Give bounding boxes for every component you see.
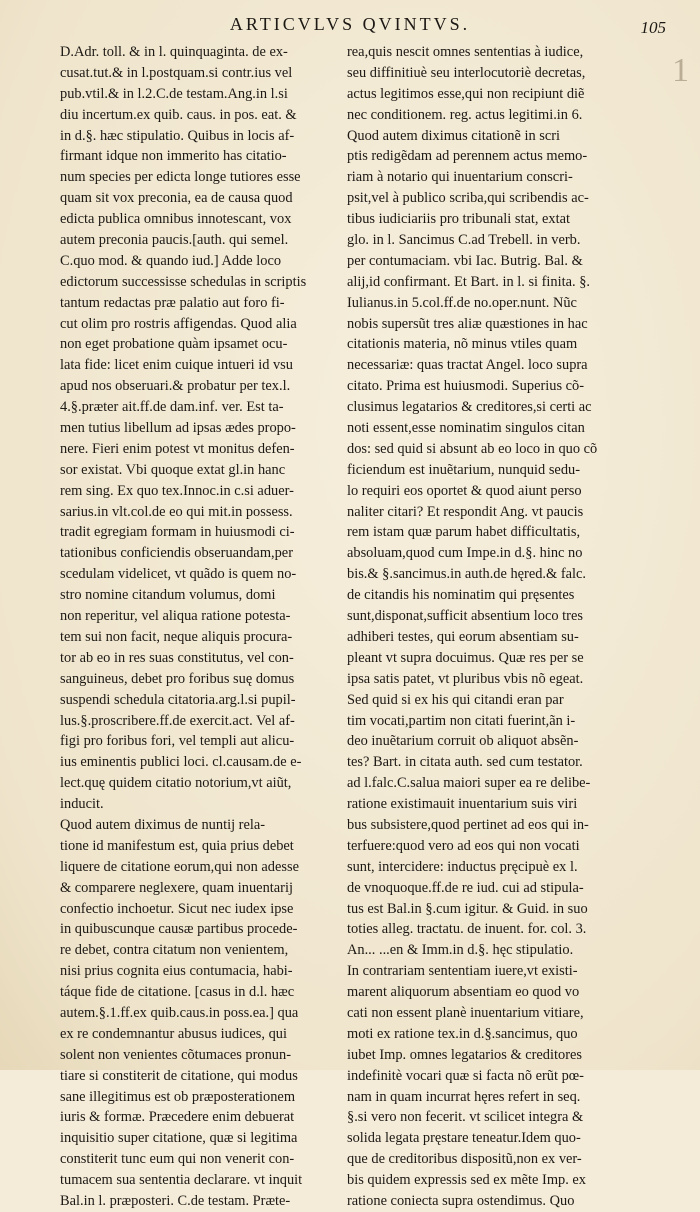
text-line: glo. in l. Sancimus C.ad Trebell. in verb. [347,232,581,249]
text-line: absoluam,quod cum Impe.in d.§. hinc no [347,545,583,562]
text-line: Quod autem diximus citationẽ in scri [347,127,561,144]
text-line: diu incertum.ex quib. caus. in pos. eat. & [60,106,297,123]
text-line: ratione coniecta supra ostendimus. Quo [347,1192,575,1209]
text-line: iubet Imp. omnes legatarios & creditores [347,1046,582,1063]
text-line: bis quidem expressis sed ex mẽte Imp. ex [347,1172,586,1189]
text-line: sane illegitimus est ob præposterationem [60,1088,296,1105]
text-line: adhiberi testes, qui eorum absentiam su- [347,628,579,645]
text-line: tibus iudiciariis pro tribunali stat, extat [347,211,571,228]
text-line: ratione existimauit inuentarium suis viri [347,796,578,813]
text-line: terfuere:quod vero ad eos qui non vocati [347,837,580,854]
text-line: inquisitio super citatione, quæ si legitima [60,1130,298,1147]
text-line: solent non venientes cõtumaces pronun- [60,1046,291,1063]
text-line: per contumaciam. vbi Iac. Butrig. Bal. & [347,252,583,269]
text-line: sunt,disponat,sufficit absentium loco tres [347,608,583,625]
text-line: moti ex ratione tex.in d.§.sancimus, quo [347,1025,578,1042]
text-line: lus.§.proscribere.ff.de exercit.act. Vel af- [60,712,295,729]
text-line: de vnoquoque.ff.de re iud. cui ad stipula- [347,879,584,896]
text-line: 4.§.præter ait.ff.de dam.inf. ver. Est ta- [60,399,284,416]
page-number: 105 [640,18,666,37]
show-through-mark: 1 [672,52,689,89]
text-line: firmant idque non immerito has citatio- [60,148,287,165]
text-line: marent aliquorum absentiam eo quod vo [347,984,580,1001]
text-line: riam à notario qui inuentarium conscri- [347,169,573,186]
text-line: seu diffinitiuè seu interlocutoriè decretas, [347,64,586,81]
text-line: men tutius libellum ad ipsas ædes propo- [60,420,296,437]
text-line: Quod autem diximus de nuntij rela- [60,816,266,833]
text-line: pub.vtil.& in l.2.C.de testam.Ang.in l.si [60,85,288,102]
text-line: tim vocati,partim non citati fuerint,ãn i- [347,712,576,729]
left-text-column [60,42,352,1212]
text-line: lect.quę quidem citatio notorium,vt aiũt, [60,775,292,792]
text-line: cusat.tut.& in l.postquam.si contr.ius vel [60,64,293,81]
text-line: autem preconia paucis.[auth. qui semel. [60,232,289,249]
text-line: tus est Bal.in §.cum igitur. & Guid. in suo [347,900,588,917]
text-line: non eget probatione quàm ipsamet ocu- [60,336,288,353]
text-line: nisi prius cognita eius contumacia, habi- [60,963,293,980]
text-line: bus subsistere,quod pertinet ad eos qui in- [347,816,589,833]
text-line: psit,vel à publico scriba,qui scribendis ac- [347,190,589,207]
text-line: rem sing. Ex quo tex.Innoc.in c.si aduer- [60,482,294,499]
text-line: D.Adr. toll. & in l. quinquaginta. de ex- [60,44,288,60]
text-line: non reperitur, vel aliqua ratione potesta- [60,608,291,625]
text-line: noti essent,esse nominatim singulos citan [347,420,585,437]
text-line: In contrariam sententiam iuere,vt existi- [347,963,578,980]
text-line: constiterit tunc eum qui non venerit con- [60,1151,295,1168]
text-line: tione id manifestum est, quia prius debet [60,837,294,854]
text-line: C.quo mod. & quando iud.] Adde loco [60,252,282,269]
text-line: Bal.in l. præposteri. C.de testam. Præte- [60,1192,291,1209]
text-line: edicta publica omnibus innotescant, vox [60,211,292,228]
text-line: alij,id confirmant. Et Bart. in l. si finita. §. [347,273,590,290]
text-line: necessariæ: quas tractat Angel. loco supra [347,357,588,374]
text-line: nere. Fieri enim potest vt monitus defen- [60,440,295,457]
right-text-column [347,42,639,1212]
text-line: solida legata pręstare teneatur.Idem quo- [347,1130,581,1147]
text-line: rem istam quæ parum habet difficultatis, [347,524,581,541]
text-line: figi pro foribus fori, vel templi aut alicu- [60,733,295,750]
text-line: sor existat. Vbi quoque extat gl.in hanc [60,461,286,478]
text-line: lata fide: licet enim cuique intueri id vsu [60,357,293,374]
text-line: tes? Bart. in citata auth. sed cum testator. [347,754,583,771]
text-line: iuris & formæ. Præcedere enim debuerat [60,1109,295,1126]
text-line: ius eminentis publici loci. cl.causam.de e- [60,754,302,771]
text-line: tationibus conficiendis obseruandam,per [60,545,293,562]
text-line: An... ...en & Imm.in d.§. hęc stipulatio. [347,942,574,959]
text-line: tor ab eo in res suas constitutus, vel con- [60,649,294,666]
text-line: clusimus legatarios & creditores,si certi ac [347,399,592,416]
text-line: num species per edicta longe tutiores esse [60,169,301,186]
text-line: ipsa satis patet, vt pluribus vbis nõ egeat. [347,670,584,687]
text-line: scedulam videlicet, vt quãdo is quem no- [60,566,297,583]
text-line: nam in quam incurrat hęres refert in seq. [347,1088,581,1105]
text-line: tradit egregiam formam in huiusmodi ci- [60,524,295,541]
text-line: citato. Prima est huiusmodi. Superius cõ- [347,378,585,395]
text-line: §.si vero non fecerit. vt scilicet integra & [347,1109,584,1126]
text-line: sunt, intercidere: inductus pręcipuè ex l. [347,858,578,875]
text-line: sarius.in vlt.col.de eo qui mit.in possess. [60,503,293,520]
text-line: lo requiri eos oportet & quod aiunt perso [347,482,582,499]
text-line: toties alleg. tractatu. de inuent. for. col. 3. [347,921,587,938]
text-line: bis.& §.sancimus.in auth.de hęred.& falc. [347,566,586,583]
text-line: ad l.falc.C.salua maiori super ea re delibe- [347,775,591,792]
text-line: de citandis his nominatim qui pręsentes [347,587,575,604]
text-line: tumacem sua sententia declarare. vt inquit [60,1172,303,1189]
text-line: ptis redigẽdam ad perennem actus memo- [347,148,588,165]
text-line: re debet, contra citatum non venientem, [60,942,289,959]
text-line: actus legitimos esse,qui non recipiunt diẽ [347,85,585,102]
text-line: edictorum successisse schedulas in scriptis [60,273,307,290]
text-line: sanguineus, debet pro foribus suę domus [60,670,295,687]
text-line: inducit. [60,796,104,813]
text-line: cut olim pro rostris affigendas. Quod alia [60,315,297,332]
text-line: liquere de citatione eorum,qui non adesse [60,858,299,875]
text-line: naliter citari? Et respondit Ang. vt paucis [347,503,584,520]
text-line: táque fide de citatione. [casus in d.l. hæc [60,984,295,1001]
running-header: ARTICVLVS QVINTVS. [229,14,471,34]
text-line: deo inuẽtarium corruit ob aliquot absẽn- [347,733,579,750]
text-line: stro nomine citandum volumus, domi [60,587,276,604]
text-line: ex re condemnantur abusus iudices, qui [60,1025,287,1042]
text-line: suspendi schedula citatoria.arg.l.si pupil- [60,691,296,708]
text-line: Iulianus.in 5.col.ff.de no.oper.nunt. Nũc [347,294,577,311]
text-line: confectio inchoetur. Sicut nec iudex ipse [60,900,294,917]
text-line: cati non essent planè inuentarium vitiare, [347,1004,584,1021]
text-line: tem sui non facit, neque aliquis procura- [60,628,293,645]
text-line: pleant vt supra docuimus. Quæ res per se [347,649,584,666]
text-line: quam sit vox preconia, ea de causa quod [60,190,293,207]
text-line: indefinitè vocari quæ si facta nõ erũt pœ- [347,1067,584,1084]
text-line: ficiendum est inuẽtarium, nunquid sedu- [347,461,580,478]
text-line: tiare si constiterit de citatione, qui modus [60,1067,298,1084]
text-line: nobis supersũt tres aliæ quæstiones in hac [347,315,588,332]
text-line: in d.§. hæc stipulatio. Quibus in locis af- [60,127,295,144]
text-line: rea,quis nescit omnes sententias à iudice, [347,44,584,60]
text-line: apud nos obseruari.& probatur per tex.l. [60,378,291,395]
text-line: Sed quid si ex his qui citandi eran par [347,691,564,708]
text-line: & comparere neglexere, quam inuentarij [60,879,293,896]
text-line: dos: sed quid si absunt ab eo loco in quo cõ [347,440,598,457]
text-line: nec conditionem. reg. actus legitimi.in 6. [347,106,583,123]
text-line: in quibuscunque causæ partibus procede- [60,921,298,938]
text-line: autem.§.1.ff.ex quib.caus.in poss.ea.] qua [60,1004,299,1021]
text-line: tantum redactas præ palatio aut foro fi- [60,294,285,311]
text-line: que de creditoribus dispositũ,non ex ver- [347,1151,582,1168]
text-line: citationis materia, nõ minus vtiles quam [347,336,578,353]
